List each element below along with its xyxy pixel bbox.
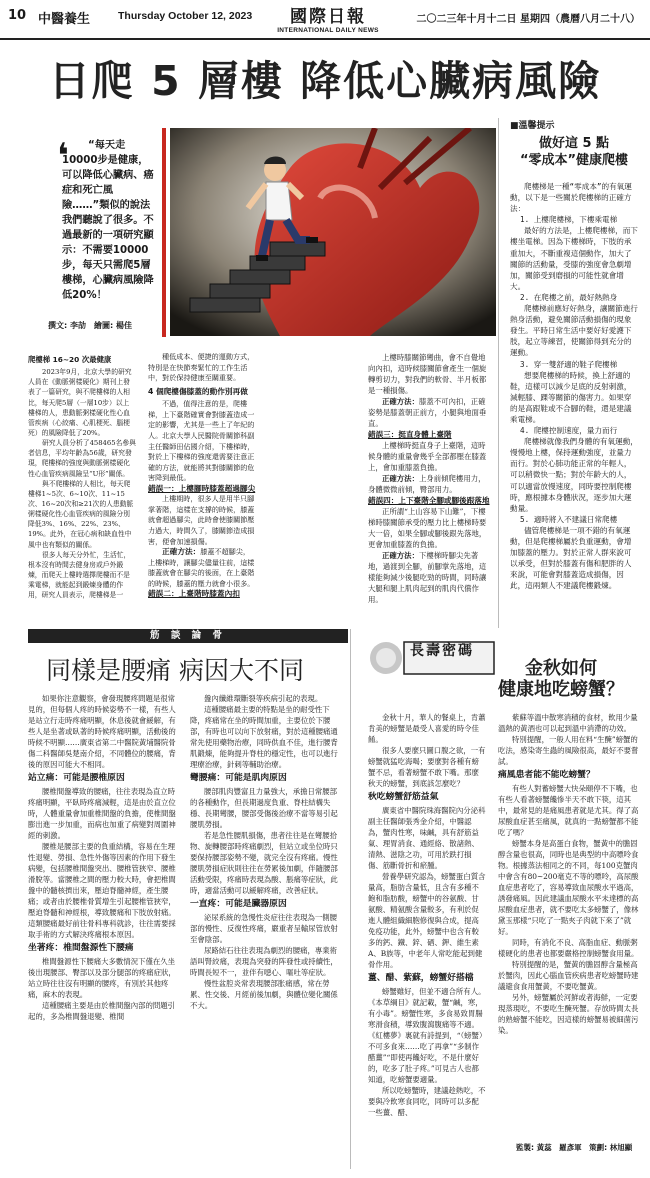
article3-column-1: [368, 712, 486, 1118]
body-paragraph: 腰部肌肉豐富且力量強大，承擔日常腰部的各種動作，但長期過度負重、脊柱結構失穩、長期彎腰，腰部受傷後治療不當等易引起腰肌勞損。: [190, 787, 338, 829]
body-paragraph: 尿路結石往往表現為劇烈的腰痛，專業術語叫腎絞痛，表現為突發的阵發性或持續性，時間長短不一，並伴有噁心、嘔吐等症狀。: [190, 946, 338, 977]
subhead: 爬樓梯 16~20 次最健康: [28, 355, 112, 364]
sidebar-paragraph: 1. 上樓爬樓梯，下樓乘電梯: [520, 215, 618, 225]
sidebar-paragraph: 爬樓梯前應好好熱身，讓關節進行熱身活動，避免關節活動損傷的現象發生。平時日常生活中要好好愛護下肢，起立等練習，使關節得到充分的運動。: [510, 304, 638, 358]
body-paragraph: 很多人每天分外忙，生活忙，根本沒有時間去健身房或戶外鍛煉，而爬天上樓時選擇爬樓而不是乘電梯，就能起到鍛煉身體的作用，研究人員表示，爬樓梯是一: [28, 550, 131, 600]
logo-chinese: 國際日報: [290, 7, 366, 27]
body-paragraph: 如果你注意觀察，會發現腰疼問題是很常見的，但每個人疼的時候姿勢不一樣，有些人是站立行走時疼痛明顯，休息後就會緩解，有些人是坐著或臥著的時候疼痛明顯，活動後的時候不明顯……廣東省第二中醫院黃埔醫院骨傷二科醫師吳楚南介紹，不同體位的腰痛，背後的原因可能大不相同。: [28, 694, 176, 769]
sidebar-paragraph: 想要爬樓梯的時候，換上舒適的鞋，這樣可以減少足底的反射刺激，減輕膝、踝等關節的傷害力。如果穿的是高跟鞋或不合腳的鞋，還是建議乘電梯。: [510, 370, 632, 424]
quote-mark-icon: ❛: [57, 136, 69, 176]
body-paragraph: 金秋十月，華人的餐桌上，肯蕭肯美的螃蟹是最受人喜愛的時令佳餚。: [368, 713, 486, 744]
body-paragraph: 與不爬樓梯的人相比，每天爬樓梯1~5次、6~10次、11~15次、16~20次和≥21次的人患動脈粥樣硬化性心血管疾病的風險分別降低3%、16%、22%、23%、19%。此外，在冠心病和缺血性中風中也有類似的關係。: [28, 479, 134, 549]
body-paragraph: 研究人員分析了458465名參與者信息，平均年齡為56歲，研究發現，爬樓梯的強度與動脈粥樣硬化性心血管疾病風險呈“U形”關係。: [28, 439, 136, 478]
subhead: 痛風患者能不能吃螃蟹？: [498, 770, 595, 780]
tips-sidebar: [510, 118, 638, 591]
sidebar-title: 做好這 5 點 “零成本”健康爬樓: [519, 136, 629, 168]
credit-line: 監製: 黃蕊 羅彥軍 策劃: 林旭顯: [516, 1143, 633, 1152]
body-paragraph: 紫蘇等溫中散寒消積的食材，飲用少量溫熱的黃酒也可以起到溫中消滯的功效。: [498, 713, 638, 733]
method-text: 膝蓋不可內扣，正確姿勢是膝蓋朝正前方，小腿與地面垂直。: [368, 397, 487, 428]
page-number: 10: [8, 8, 27, 23]
quote-text: “每天走10000步是健康，可以降低心臟病、癌症和死亡風險……”類似的說法我們聽說了很多。不過最新的一項研究顯示：不需要10000步，每天只需爬5層樓梯，心臟病風險降低20%！: [62, 140, 154, 301]
date-chinese: 二〇二三年十月十二日 星期四（農曆八月二十八）: [416, 14, 640, 25]
body-paragraph: 有些人對蓄螃蟹大快朵頤停不下嘴，也有些人看著螃蟹饞慘半天不敢下筷，這其中，最常見的是痛風患者就是尤其。得了高尿酸血症甚至痛風，就真的一點螃蟹都不能吃了嗎？: [498, 784, 639, 837]
body-paragraph: 不過，值得注意的是，爬樓梯，上下臺階確實會對膝蓋造成一定的影響，尤其是一些上了年紀的人。北京大學人民醫院骨關節科副主任醫師田佔國介紹，下樓梯時，對於上下樓梯的強度還需要注意正確的方法，就能將其對膝關節的危害降到最低。: [148, 399, 255, 483]
body-paragraph: 這種腰痛最主要的特點是坐的耐受性下降，疼痛常在坐的時間加重，主要位於下腰部，有時也可以向下放射痛，對於這種腰痛通常先使用藥物治療，同時供血不佳，進行腰背肌鍛煉，能夠提升脊柱的穩定性，也可以進行理療治療，針刺等輔助治療。: [190, 705, 338, 769]
body-paragraph: 另外，螃蟹屬於河鮮或者海鮮，一定要現蒸現吃，不要吃生醃死蟹。存放時間太長的熟螃蟹不能吃，因這樣的螃蟹易被細菌污染。: [498, 993, 639, 1035]
subhead: 薑、醋、紫蘇，螃蟹好搭檔: [368, 973, 474, 983]
section-name: 中醫養生: [38, 12, 91, 27]
date-english: Thursday October 12, 2023: [118, 10, 253, 22]
newspaper-logo: [272, 2, 384, 34]
article1-column-1: [28, 352, 136, 600]
body-paragraph: 這種腰痛主要是由於椎間盤內部的問題引起的，多為椎間盤退變、椎間: [28, 1001, 176, 1021]
subhead: 秋吃螃蟹舒筋益氣: [368, 792, 439, 802]
method-text: 膝蓋不超腳尖，上樓梯時，讓腳尖儘量往前，這樣膝蓋就會在腳尖的後面，在上臺階的時候，膝蓋的壓力就會小很多。: [148, 547, 255, 588]
sidebar-paragraph: 爬樓梯是一種“零成本”的有氧運動，以下是一些關於爬樓梯的正確方法：: [510, 182, 632, 214]
article1-column-3: [368, 352, 492, 605]
body-paragraph: 螃蟹本身是高蛋白食物，蟹黃中的膽固醇含量也很高，同時也是典型的中高嘌呤食物。根據蒸法相同之的不同，每100克蟹肉中會含有80~200毫克不等的嘌呤，高尿酸血症患者吃了，容易導致血尿酸水平過高，誘發痛風。因此建議血尿酸水平未達標的高尿酸血症患者，就不要吃太多螃蟹了，像林黛玉那樣“只吃了一點夾子肉就下來了”就好。: [498, 839, 639, 936]
subhead: 站立痛：可能是腰椎原因: [28, 773, 125, 783]
article2-title: 同樣是腰痛 病因大不同: [46, 656, 304, 685]
body-paragraph: 腰椎是腰部主要的負重結構，容易在生理性退變、勞損、急性外傷等因素的作用下發生病變，包括腰椎間盤突出、腰椎管狹窄、腰椎滑脫等。當腰椎之間的壓力較大時，會把椎間盤中的髓核擠出來，壓迫脊髓神經，產生腰痛；或者由於腰椎骨質增生引起腰椎管狹窄，壓迫脊髓和神經根，導致腰痛和下肢放射痛。這類腰痛最好前往骨科專科就診，往往需要採取手術的方式解決疼痛根本原因。: [28, 842, 176, 939]
subhead: 4 個爬樓傷膝蓋的動作別再做: [148, 386, 248, 396]
article1-column-2: [148, 352, 256, 600]
heart-runner-icon: [170, 128, 496, 336]
column-divider: [350, 629, 351, 1169]
sidebar-paragraph: 儘管爬樓梯是一項不錯的有氧運動，但是爬樓梯屬於負重運動，會增加膝蓋的壓力。對於正常人群來說可以承受，但對於膝蓋有傷和肥胖的人來說，可能會對膝蓋造成損傷，因此，這兩類人不建議爬樓鍛煉。: [510, 525, 632, 591]
error-heading: 錯誤一：上樓腳時膝蓋超過腳尖: [148, 483, 256, 493]
sidebar-tag: ■溫馨提示: [510, 121, 555, 131]
body-paragraph: 螃蟹雖好，但並不適合所有人。《本草綱目》就記載，蟹“鹹，寒，有小毒”。螃蟹性寒，多食易致胃腸寒滑食積，導致腹瀉腹痛等不適。《紅樓夢》裏就有詩提到，“（螃蟹）不可多食來……吃了再拿”“多制作醋薑”“即使再饞好吃，不是什麼好的，吃多了肚子疼。”可見古人也都知道，吃螃蟹要適量。: [368, 987, 486, 1084]
body-paragraph: 上樓時膝關節彎曲，會不自覺地向內扣，這時候膝關節會產生一個旋轉剪切力，對我們的軟骨、半月板都是一種損傷。: [368, 353, 487, 395]
article3-title: 金秋如何 健康地吃螃蟹？: [498, 658, 624, 700]
body-paragraph: 同時，有消化不良、高脂血症、動脈粥樣硬化的患者也都要嚴格控制螃蟹食用量。: [498, 938, 639, 958]
error-heading: 錯誤四：上下臺階全腳或腳後跟落地: [368, 496, 490, 505]
error-heading: 錯誤三：挺直身體上臺階: [368, 430, 452, 439]
body-paragraph: 若是急性腰肌損傷，患者往往是在彎腰拾物、旋轉腰部時疼痛劇烈，但站立或坐位時只要保持腰部姿勢不變，就完全沒有疼痛。慢性腰肌勞損症狀則往往在勞累後加劇，伴隨腰部活動受限，疼痛時表現為酸、脹痛等症狀，此時，適當活動可以緩解疼痛，改善症狀。: [190, 831, 338, 895]
method-label: 正確方法：: [382, 551, 419, 560]
method-text: 下樓梯時腳尖先著地，過渡到全腳，前腳掌先落地，這樣能夠減少後腿吃勁的時間，同時讓大腿和腿上肌肉起到的肌肉代償作用。: [368, 551, 487, 604]
body-paragraph: 腰椎間盤導致的腰痛，往往表現為直立時疼痛明顯，平臥時疼痛減輕，這是由於直立位時，人體重量會加重椎間盤的負擔，使椎間盤膨出進一步加重，而病也加重了病變對周圍神經的刺激。: [28, 787, 176, 840]
sidebar-paragraph: 5. 適時將入不建議日常爬樓: [520, 514, 618, 524]
correct-method-paragraph: [368, 473, 492, 495]
correct-method-paragraph: [368, 550, 492, 605]
sidebar-paragraph: 最好的方法是，上樓爬樓梯，而下樓坐電梯。因為下樓梯時，下肢的承重加大，不斷重複這個動作，加大了關節的活動量，受膝的強度會急劇增加，關節受到磨損的可能性就會增大。: [510, 226, 638, 291]
sidebar-paragraph: 2. 在爬樓之前，最好熱熱身: [520, 292, 618, 302]
logo-english: INTERNATIONAL DAILY NEWS: [277, 27, 379, 34]
quote-credit: 撰文: 李劼 繪圖: 楊佳: [48, 321, 132, 330]
sidebar-body: [510, 181, 638, 591]
body-paragraph: 所以吃螃蟹時，建議趁熱吃，不要與冷飲寒食同吃，同時可以多配一些薑、醋、: [368, 1086, 486, 1117]
column-divider: [498, 118, 499, 628]
body-paragraph: 特別提醒的是，蟹黃的膽固醇含量極高於蟹肉，因此心腦血管疾病患者吃螃蟹時建議避食食用蟹黃，不要吃蟹黃。: [498, 960, 639, 991]
subhead: 一直疼：可能是臟器原因: [190, 899, 287, 909]
page-headline: 日爬 5 層樓 降低心臟病風險: [48, 57, 602, 105]
body-paragraph: 營養學研究認為，螃蟹蛋白質含量高，脂肪含量低，且含有多種不飽和脂肪酸，螃蟹中的谷氨酸、甘氨酸、精氨酸含量較多，有利於促進人體組織細胞修復與合成，提高免疫功能，此外，螃蟹中也含有較多的鈣、鐵、鋅、硒、鉀、維生素A、B族等，中老年人常吃能起到健骨作用。: [368, 872, 486, 969]
subhead: 坐著疼：椎間盤源性下腰痛: [28, 943, 134, 953]
body-paragraph: 上樓梯時挺直身子上臺階，這時候身體的重量會幾乎全部都壓在膝蓋上，會加重膝蓋負擔。: [368, 441, 487, 472]
sidebar-paragraph: 4. 爬樓控制速度，量力而行: [520, 426, 618, 436]
article2-column-1: [28, 693, 178, 1022]
longevity-label: 長壽密碼: [410, 643, 474, 659]
article3-column-2: [498, 712, 640, 1036]
section-banner: 筋 談 論 骨: [28, 629, 348, 643]
body-paragraph: 廣東省中醫院珠海醫院內分泌科副主任醫師張秀金介紹，中醫認為，蟹肉性寒，味鹹，具有舒筋益氣、理胃消食、通經絡、散諸熱、清熱、滋陰之功，可用於跌打損傷、筋斷骨折和瘀腫。: [368, 806, 486, 870]
correct-method-paragraph: [148, 547, 256, 589]
body-paragraph: 2023年9月，北京大學的研究人員在《動脈粥樣硬化》期刊上發表了一篇研究，與不爬樓梯的人相比，每天爬5層（一層10步）以上樓梯的人，患動脈粥樣硬化性心血管疾病（心絞痛、心肌梗死、腦梗死）的風險降低了20%。: [28, 368, 132, 437]
body-paragraph: 很多人要麼只圖口腹之欲，一有螃蟹就猛吃海喝；要麼對各種有螃蟹不忌，看著螃蟹不敢下嘴。那麼秋天的螃蟹，到底該怎麼吃？: [368, 746, 486, 788]
method-label: 正確方法：: [382, 397, 419, 406]
error-heading: 錯誤二：上臺階時膝蓋內扣: [148, 589, 240, 599]
body-paragraph: 種低成本、便捷的運動方式，特別是在快節奏緊忙的工作生活中，對於保持健康至關重要。: [148, 352, 255, 383]
method-label: 正確方法：: [382, 474, 419, 483]
body-paragraph: 慢性盆腔炎常表現腰部胀痛感，常在勞累、性交後、月經前後加劇，與體位變化關係不大。: [190, 979, 338, 1010]
sidebar-paragraph: 3. 穿一雙舒適的鞋子爬樓梯: [520, 359, 618, 369]
body-paragraph: 正所謂“上山容易下山難”，下樓梯時膝關節承受的壓力比上樓梯時要大一倍，如果全腳或腳後跟先落地，更會加重膝蓋的負擔。: [368, 507, 487, 549]
body-paragraph: 上樓期時，很多人是用半只腳掌著階，這樣在支撐的時候，膝蓋就會超過腳尖，此時會使膝關節壓力過大，時間久了，膝關節造成損害，便會加速損傷。: [148, 494, 255, 546]
body-paragraph: 椎間盤源性下腰痛大多數情況下僅在久坐後出現腰部、臀部以及部分腿部的疼痛症狀，站立時往往沒有明顯的腰疼，有別於其他疼痛，麻木的表現。: [28, 957, 176, 999]
body-paragraph: 特別提醒，一般人用在料“生醃”螃蟹的吃法，感染寄生蟲的風險很高，最好不要嘗試。: [498, 735, 639, 766]
method-label: 正確方法：: [162, 547, 201, 557]
method-text: 上身前傾爬樓用力，身體微微前傾，臀部用力。: [368, 474, 486, 494]
body-paragraph: 盤內纖維環斷裂等疾病引起的表現。: [204, 694, 323, 703]
sidebar-paragraph: 爬樓梯就像我們身體的有氧運動，慢慢地上樓，保持運動強度，並量力而行。對於心肺功能正常的年輕人，可以稍微快一點；對於年齡大的人，可以適當放慢速度，同時要控制爬樓時，應根據本身體狀況，逐步加大運動量。: [510, 437, 638, 513]
article2-column-2: [190, 693, 340, 1011]
body-paragraph: 泌尿系統的急慢性炎症往往表現為一側腰部的慢性、反復性疼痛，嚴重者呈輸尿管放射至會陰部。: [190, 913, 338, 944]
correct-method-paragraph: [368, 396, 492, 429]
subhead: 彎腰痛：可能是肌肉原因: [190, 773, 287, 783]
stair-climbing-illustration: [170, 128, 496, 336]
